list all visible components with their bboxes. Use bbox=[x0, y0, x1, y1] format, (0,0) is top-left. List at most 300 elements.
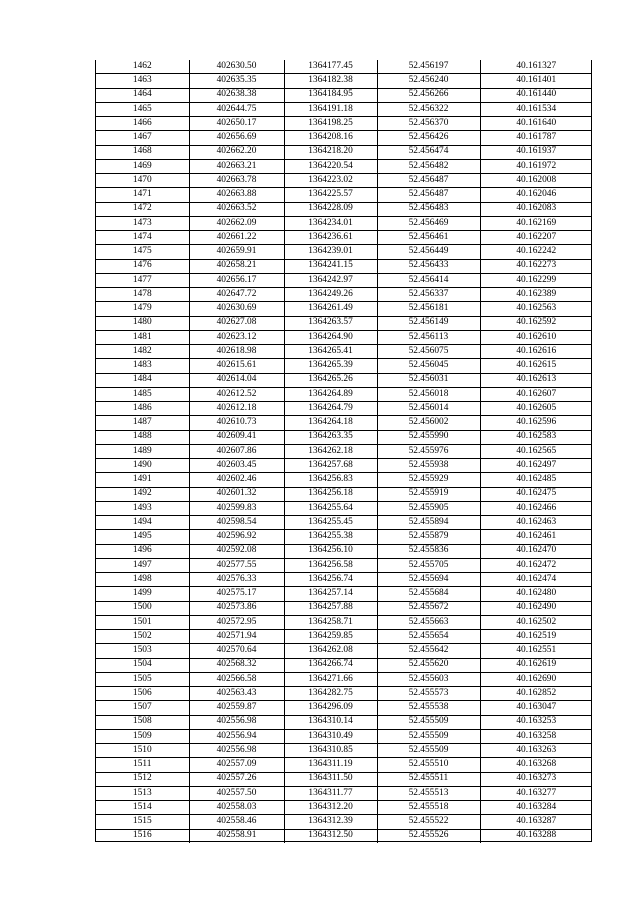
point-number-cell: 1509 bbox=[96, 729, 189, 743]
point-number-cell: 1505 bbox=[96, 672, 189, 686]
northing-cell: 1364218.20 bbox=[284, 145, 377, 159]
table-row bbox=[96, 630, 592, 644]
easting-cell: 402663.88 bbox=[189, 188, 284, 202]
point-number-cell: 1494 bbox=[96, 516, 189, 530]
northing-cell: 1364258.71 bbox=[284, 615, 377, 629]
northing-cell: 1364256.58 bbox=[284, 558, 377, 572]
table-row bbox=[96, 416, 592, 430]
latitude-cell: 40.161401 bbox=[480, 74, 592, 88]
longitude-cell: 52.456474 bbox=[377, 145, 480, 159]
longitude-cell: 52.456449 bbox=[377, 245, 480, 259]
point-number-cell: 1503 bbox=[96, 644, 189, 658]
latitude-cell: 40.162207 bbox=[480, 231, 592, 245]
longitude-cell: 52.456426 bbox=[377, 131, 480, 145]
northing-cell: 1364225.57 bbox=[284, 188, 377, 202]
easting-cell: 402630.69 bbox=[189, 302, 284, 316]
easting-cell: 402556.98 bbox=[189, 744, 284, 758]
latitude-cell: 40.162502 bbox=[480, 615, 592, 629]
easting-cell: 402558.03 bbox=[189, 801, 284, 815]
longitude-cell: 52.455919 bbox=[377, 487, 480, 501]
latitude-cell: 40.163273 bbox=[480, 772, 592, 786]
northing-cell: 1364310.14 bbox=[284, 715, 377, 729]
longitude-cell: 52.456337 bbox=[377, 288, 480, 302]
easting-cell: 402612.52 bbox=[189, 387, 284, 401]
easting-cell: 402558.91 bbox=[189, 829, 284, 843]
table-row bbox=[96, 117, 592, 131]
northing-cell: 1364264.89 bbox=[284, 387, 377, 401]
table-row bbox=[96, 74, 592, 88]
easting-cell: 402627.08 bbox=[189, 316, 284, 330]
table-row bbox=[96, 744, 592, 758]
latitude-cell: 40.162490 bbox=[480, 601, 592, 615]
easting-cell: 402656.17 bbox=[189, 273, 284, 287]
point-number-cell: 1474 bbox=[96, 231, 189, 245]
northing-cell: 1364262.08 bbox=[284, 644, 377, 658]
latitude-cell: 40.162596 bbox=[480, 416, 592, 430]
longitude-cell: 52.455513 bbox=[377, 786, 480, 800]
northing-cell: 1364198.25 bbox=[284, 117, 377, 131]
latitude-cell: 40.162565 bbox=[480, 444, 592, 458]
latitude-cell: 40.163258 bbox=[480, 729, 592, 743]
point-number-cell: 1515 bbox=[96, 815, 189, 829]
easting-cell: 402601.32 bbox=[189, 487, 284, 501]
northing-cell: 1364239.01 bbox=[284, 245, 377, 259]
latitude-cell: 40.162046 bbox=[480, 188, 592, 202]
northing-cell: 1364242.97 bbox=[284, 273, 377, 287]
point-number-cell: 1481 bbox=[96, 330, 189, 344]
point-number-cell: 1468 bbox=[96, 145, 189, 159]
table-row bbox=[96, 387, 592, 401]
longitude-cell: 52.456181 bbox=[377, 302, 480, 316]
point-number-cell: 1480 bbox=[96, 316, 189, 330]
point-number-cell: 1504 bbox=[96, 658, 189, 672]
point-number-cell: 1476 bbox=[96, 259, 189, 273]
easting-cell: 402647.72 bbox=[189, 288, 284, 302]
point-number-cell: 1464 bbox=[96, 88, 189, 102]
point-number-cell: 1491 bbox=[96, 473, 189, 487]
latitude-cell: 40.161787 bbox=[480, 131, 592, 145]
point-number-cell: 1469 bbox=[96, 159, 189, 173]
northing-cell: 1364236.61 bbox=[284, 231, 377, 245]
table-row bbox=[96, 444, 592, 458]
latitude-cell: 40.162551 bbox=[480, 644, 592, 658]
northing-cell: 1364271.66 bbox=[284, 672, 377, 686]
latitude-cell: 40.162519 bbox=[480, 630, 592, 644]
latitude-cell: 40.163277 bbox=[480, 786, 592, 800]
point-number-cell: 1507 bbox=[96, 701, 189, 715]
longitude-cell: 52.455684 bbox=[377, 587, 480, 601]
latitude-cell: 40.161440 bbox=[480, 88, 592, 102]
point-number-cell: 1499 bbox=[96, 587, 189, 601]
table-row bbox=[96, 145, 592, 159]
latitude-cell: 40.162610 bbox=[480, 330, 592, 344]
longitude-cell: 52.456149 bbox=[377, 316, 480, 330]
northing-cell: 1364264.90 bbox=[284, 330, 377, 344]
latitude-cell: 40.161640 bbox=[480, 117, 592, 131]
table-row bbox=[96, 615, 592, 629]
easting-cell: 402573.86 bbox=[189, 601, 284, 615]
coordinate-table-frame bbox=[95, 60, 592, 842]
northing-cell: 1364191.18 bbox=[284, 102, 377, 116]
longitude-cell: 52.455509 bbox=[377, 744, 480, 758]
easting-cell: 402650.17 bbox=[189, 117, 284, 131]
longitude-cell: 52.455694 bbox=[377, 573, 480, 587]
longitude-cell: 52.455672 bbox=[377, 601, 480, 615]
table-row bbox=[96, 159, 592, 173]
table-row bbox=[96, 587, 592, 601]
longitude-cell: 52.455879 bbox=[377, 530, 480, 544]
northing-cell: 1364310.49 bbox=[284, 729, 377, 743]
northing-cell: 1364310.85 bbox=[284, 744, 377, 758]
easting-cell: 402571.94 bbox=[189, 630, 284, 644]
easting-cell: 402630.50 bbox=[189, 60, 284, 74]
easting-cell: 402662.20 bbox=[189, 145, 284, 159]
easting-cell: 402635.35 bbox=[189, 74, 284, 88]
northing-cell: 1364266.74 bbox=[284, 658, 377, 672]
table-row bbox=[96, 216, 592, 230]
longitude-cell: 52.455642 bbox=[377, 644, 480, 658]
table-row bbox=[96, 259, 592, 273]
latitude-cell: 40.163253 bbox=[480, 715, 592, 729]
point-number-cell: 1489 bbox=[96, 444, 189, 458]
northing-cell: 1364261.49 bbox=[284, 302, 377, 316]
table-row bbox=[96, 245, 592, 259]
point-number-cell: 1511 bbox=[96, 758, 189, 772]
latitude-cell: 40.163287 bbox=[480, 815, 592, 829]
table-row bbox=[96, 558, 592, 572]
table-row bbox=[96, 687, 592, 701]
easting-cell: 402615.61 bbox=[189, 359, 284, 373]
table-row bbox=[96, 530, 592, 544]
longitude-cell: 52.455990 bbox=[377, 430, 480, 444]
latitude-cell: 40.162008 bbox=[480, 174, 592, 188]
easting-cell: 402644.75 bbox=[189, 102, 284, 116]
northing-cell: 1364223.02 bbox=[284, 174, 377, 188]
table-row bbox=[96, 359, 592, 373]
northing-cell: 1364184.95 bbox=[284, 88, 377, 102]
latitude-cell: 40.161327 bbox=[480, 60, 592, 74]
easting-cell: 402612.18 bbox=[189, 402, 284, 416]
easting-cell: 402662.09 bbox=[189, 216, 284, 230]
table-row bbox=[96, 772, 592, 786]
latitude-cell: 40.162607 bbox=[480, 387, 592, 401]
longitude-cell: 52.455654 bbox=[377, 630, 480, 644]
longitude-cell: 52.455509 bbox=[377, 715, 480, 729]
northing-cell: 1364177.45 bbox=[284, 60, 377, 74]
table-row bbox=[96, 188, 592, 202]
northing-cell: 1364256.74 bbox=[284, 573, 377, 587]
point-number-cell: 1486 bbox=[96, 402, 189, 416]
latitude-cell: 40.162299 bbox=[480, 273, 592, 287]
northing-cell: 1364311.19 bbox=[284, 758, 377, 772]
easting-cell: 402663.78 bbox=[189, 174, 284, 188]
latitude-cell: 40.162475 bbox=[480, 487, 592, 501]
longitude-cell: 52.455620 bbox=[377, 658, 480, 672]
easting-cell: 402614.04 bbox=[189, 373, 284, 387]
easting-cell: 402610.73 bbox=[189, 416, 284, 430]
longitude-cell: 52.456113 bbox=[377, 330, 480, 344]
coordinate-table bbox=[96, 60, 592, 843]
easting-cell: 402556.98 bbox=[189, 715, 284, 729]
point-number-cell: 1470 bbox=[96, 174, 189, 188]
table-row bbox=[96, 473, 592, 487]
longitude-cell: 52.456197 bbox=[377, 60, 480, 74]
easting-cell: 402661.22 bbox=[189, 231, 284, 245]
easting-cell: 402568.32 bbox=[189, 658, 284, 672]
longitude-cell: 52.456075 bbox=[377, 345, 480, 359]
latitude-cell: 40.162480 bbox=[480, 587, 592, 601]
easting-cell: 402609.41 bbox=[189, 430, 284, 444]
longitude-cell: 52.456370 bbox=[377, 117, 480, 131]
northing-cell: 1364265.26 bbox=[284, 373, 377, 387]
easting-cell: 402603.45 bbox=[189, 459, 284, 473]
longitude-cell: 52.455705 bbox=[377, 558, 480, 572]
table-row bbox=[96, 345, 592, 359]
easting-cell: 402656.69 bbox=[189, 131, 284, 145]
point-number-cell: 1496 bbox=[96, 544, 189, 558]
longitude-cell: 52.455510 bbox=[377, 758, 480, 772]
point-number-cell: 1477 bbox=[96, 273, 189, 287]
easting-cell: 402638.38 bbox=[189, 88, 284, 102]
point-number-cell: 1483 bbox=[96, 359, 189, 373]
coordinate-table-body bbox=[96, 60, 592, 843]
latitude-cell: 40.161534 bbox=[480, 102, 592, 116]
latitude-cell: 40.162605 bbox=[480, 402, 592, 416]
table-row bbox=[96, 273, 592, 287]
point-number-cell: 1490 bbox=[96, 459, 189, 473]
latitude-cell: 40.162613 bbox=[480, 373, 592, 387]
longitude-cell: 52.455976 bbox=[377, 444, 480, 458]
point-number-cell: 1506 bbox=[96, 687, 189, 701]
point-number-cell: 1510 bbox=[96, 744, 189, 758]
longitude-cell: 52.456487 bbox=[377, 174, 480, 188]
northing-cell: 1364263.57 bbox=[284, 316, 377, 330]
table-row bbox=[96, 288, 592, 302]
longitude-cell: 52.455573 bbox=[377, 687, 480, 701]
easting-cell: 402575.17 bbox=[189, 587, 284, 601]
longitude-cell: 52.456018 bbox=[377, 387, 480, 401]
longitude-cell: 52.455526 bbox=[377, 829, 480, 843]
table-row bbox=[96, 102, 592, 116]
point-number-cell: 1487 bbox=[96, 416, 189, 430]
northing-cell: 1364282.75 bbox=[284, 687, 377, 701]
latitude-cell: 40.162474 bbox=[480, 573, 592, 587]
easting-cell: 402570.64 bbox=[189, 644, 284, 658]
point-number-cell: 1488 bbox=[96, 430, 189, 444]
easting-cell: 402557.09 bbox=[189, 758, 284, 772]
latitude-cell: 40.162083 bbox=[480, 202, 592, 216]
latitude-cell: 40.162852 bbox=[480, 687, 592, 701]
point-number-cell: 1462 bbox=[96, 60, 189, 74]
table-row bbox=[96, 459, 592, 473]
longitude-cell: 52.455836 bbox=[377, 544, 480, 558]
table-row bbox=[96, 601, 592, 615]
latitude-cell: 40.162485 bbox=[480, 473, 592, 487]
longitude-cell: 52.456014 bbox=[377, 402, 480, 416]
table-row bbox=[96, 302, 592, 316]
northing-cell: 1364234.01 bbox=[284, 216, 377, 230]
point-number-cell: 1492 bbox=[96, 487, 189, 501]
table-row bbox=[96, 316, 592, 330]
longitude-cell: 52.456240 bbox=[377, 74, 480, 88]
table-row bbox=[96, 786, 592, 800]
longitude-cell: 52.456322 bbox=[377, 102, 480, 116]
table-row bbox=[96, 131, 592, 145]
northing-cell: 1364228.09 bbox=[284, 202, 377, 216]
table-row bbox=[96, 758, 592, 772]
northing-cell: 1364182.38 bbox=[284, 74, 377, 88]
point-number-cell: 1500 bbox=[96, 601, 189, 615]
longitude-cell: 52.455938 bbox=[377, 459, 480, 473]
northing-cell: 1364220.54 bbox=[284, 159, 377, 173]
table-row bbox=[96, 701, 592, 715]
longitude-cell: 52.456045 bbox=[377, 359, 480, 373]
point-number-cell: 1502 bbox=[96, 630, 189, 644]
table-row bbox=[96, 202, 592, 216]
point-number-cell: 1472 bbox=[96, 202, 189, 216]
point-number-cell: 1466 bbox=[96, 117, 189, 131]
table-row bbox=[96, 231, 592, 245]
northing-cell: 1364208.16 bbox=[284, 131, 377, 145]
latitude-cell: 40.162583 bbox=[480, 430, 592, 444]
longitude-cell: 52.456002 bbox=[377, 416, 480, 430]
northing-cell: 1364312.39 bbox=[284, 815, 377, 829]
table-row bbox=[96, 544, 592, 558]
table-row bbox=[96, 501, 592, 515]
table-row bbox=[96, 715, 592, 729]
point-number-cell: 1495 bbox=[96, 530, 189, 544]
longitude-cell: 52.455522 bbox=[377, 815, 480, 829]
table-row bbox=[96, 174, 592, 188]
table-row bbox=[96, 516, 592, 530]
table-row bbox=[96, 330, 592, 344]
point-number-cell: 1475 bbox=[96, 245, 189, 259]
latitude-cell: 40.162273 bbox=[480, 259, 592, 273]
point-number-cell: 1463 bbox=[96, 74, 189, 88]
easting-cell: 402607.86 bbox=[189, 444, 284, 458]
longitude-cell: 52.455518 bbox=[377, 801, 480, 815]
easting-cell: 402598.54 bbox=[189, 516, 284, 530]
table-row bbox=[96, 644, 592, 658]
table-row bbox=[96, 801, 592, 815]
table-row bbox=[96, 729, 592, 743]
table-row bbox=[96, 829, 592, 843]
point-number-cell: 1471 bbox=[96, 188, 189, 202]
northing-cell: 1364255.64 bbox=[284, 501, 377, 515]
easting-cell: 402557.26 bbox=[189, 772, 284, 786]
latitude-cell: 40.162615 bbox=[480, 359, 592, 373]
point-number-cell: 1501 bbox=[96, 615, 189, 629]
longitude-cell: 52.456487 bbox=[377, 188, 480, 202]
northing-cell: 1364257.14 bbox=[284, 587, 377, 601]
latitude-cell: 40.161937 bbox=[480, 145, 592, 159]
table-row bbox=[96, 60, 592, 74]
longitude-cell: 52.456266 bbox=[377, 88, 480, 102]
longitude-cell: 52.455603 bbox=[377, 672, 480, 686]
latitude-cell: 40.163288 bbox=[480, 829, 592, 843]
latitude-cell: 40.162461 bbox=[480, 530, 592, 544]
northing-cell: 1364311.50 bbox=[284, 772, 377, 786]
latitude-cell: 40.163263 bbox=[480, 744, 592, 758]
latitude-cell: 40.162472 bbox=[480, 558, 592, 572]
table-row bbox=[96, 402, 592, 416]
longitude-cell: 52.456482 bbox=[377, 159, 480, 173]
table-row bbox=[96, 815, 592, 829]
northing-cell: 1364264.18 bbox=[284, 416, 377, 430]
table-row bbox=[96, 672, 592, 686]
longitude-cell: 52.455894 bbox=[377, 516, 480, 530]
northing-cell: 1364249.26 bbox=[284, 288, 377, 302]
point-number-cell: 1497 bbox=[96, 558, 189, 572]
point-number-cell: 1473 bbox=[96, 216, 189, 230]
latitude-cell: 40.162690 bbox=[480, 672, 592, 686]
longitude-cell: 52.456483 bbox=[377, 202, 480, 216]
point-number-cell: 1498 bbox=[96, 573, 189, 587]
latitude-cell: 40.162563 bbox=[480, 302, 592, 316]
northing-cell: 1364264.79 bbox=[284, 402, 377, 416]
easting-cell: 402563.43 bbox=[189, 687, 284, 701]
latitude-cell: 40.162619 bbox=[480, 658, 592, 672]
latitude-cell: 40.162389 bbox=[480, 288, 592, 302]
longitude-cell: 52.456433 bbox=[377, 259, 480, 273]
easting-cell: 402596.92 bbox=[189, 530, 284, 544]
latitude-cell: 40.161972 bbox=[480, 159, 592, 173]
longitude-cell: 52.455663 bbox=[377, 615, 480, 629]
latitude-cell: 40.162497 bbox=[480, 459, 592, 473]
northing-cell: 1364257.68 bbox=[284, 459, 377, 473]
northing-cell: 1364241.15 bbox=[284, 259, 377, 273]
longitude-cell: 52.455509 bbox=[377, 729, 480, 743]
easting-cell: 402592.08 bbox=[189, 544, 284, 558]
longitude-cell: 52.456031 bbox=[377, 373, 480, 387]
latitude-cell: 40.162463 bbox=[480, 516, 592, 530]
easting-cell: 402557.50 bbox=[189, 786, 284, 800]
easting-cell: 402623.12 bbox=[189, 330, 284, 344]
longitude-cell: 52.455905 bbox=[377, 501, 480, 515]
easting-cell: 402572.95 bbox=[189, 615, 284, 629]
easting-cell: 402659.91 bbox=[189, 245, 284, 259]
northing-cell: 1364259.85 bbox=[284, 630, 377, 644]
northing-cell: 1364255.38 bbox=[284, 530, 377, 544]
point-number-cell: 1514 bbox=[96, 801, 189, 815]
table-row bbox=[96, 487, 592, 501]
northing-cell: 1364256.18 bbox=[284, 487, 377, 501]
easting-cell: 402599.83 bbox=[189, 501, 284, 515]
point-number-cell: 1512 bbox=[96, 772, 189, 786]
latitude-cell: 40.162592 bbox=[480, 316, 592, 330]
longitude-cell: 52.455538 bbox=[377, 701, 480, 715]
easting-cell: 402663.21 bbox=[189, 159, 284, 173]
latitude-cell: 40.162169 bbox=[480, 216, 592, 230]
northing-cell: 1364312.50 bbox=[284, 829, 377, 843]
easting-cell: 402558.46 bbox=[189, 815, 284, 829]
table-row bbox=[96, 430, 592, 444]
northing-cell: 1364312.20 bbox=[284, 801, 377, 815]
point-number-cell: 1478 bbox=[96, 288, 189, 302]
point-number-cell: 1513 bbox=[96, 786, 189, 800]
northing-cell: 1364296.09 bbox=[284, 701, 377, 715]
northing-cell: 1364257.88 bbox=[284, 601, 377, 615]
easting-cell: 402556.94 bbox=[189, 729, 284, 743]
point-number-cell: 1479 bbox=[96, 302, 189, 316]
point-number-cell: 1465 bbox=[96, 102, 189, 116]
northing-cell: 1364262.18 bbox=[284, 444, 377, 458]
latitude-cell: 40.163284 bbox=[480, 801, 592, 815]
longitude-cell: 52.456414 bbox=[377, 273, 480, 287]
northing-cell: 1364256.83 bbox=[284, 473, 377, 487]
point-number-cell: 1482 bbox=[96, 345, 189, 359]
point-number-cell: 1485 bbox=[96, 387, 189, 401]
